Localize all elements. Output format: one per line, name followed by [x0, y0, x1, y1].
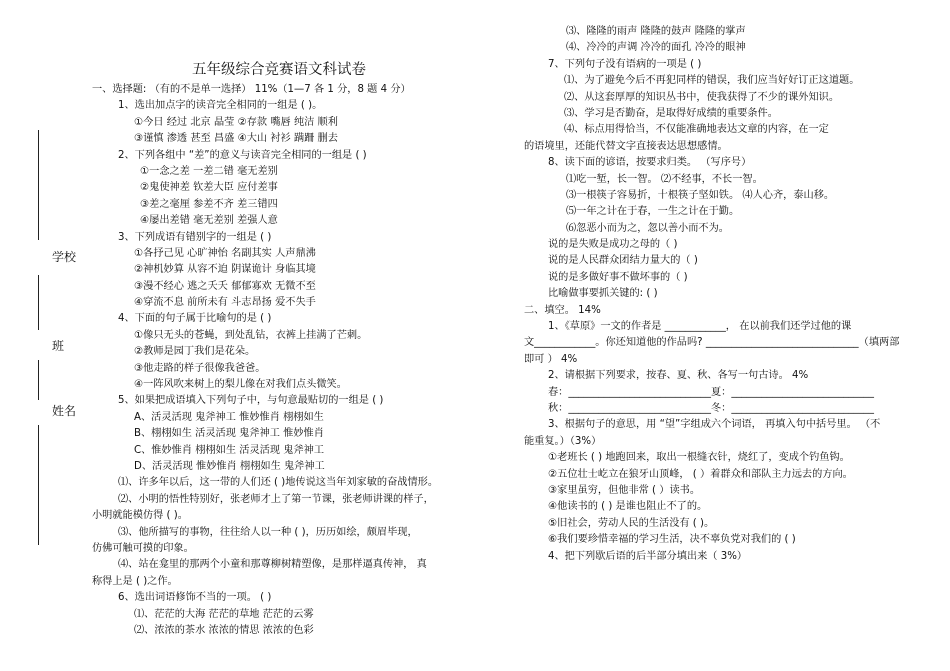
text-line: ④一阵风吹来树上的梨儿像在对我们点头微笑。 [134, 379, 347, 391]
text-line: 二、填空。 14% [524, 304, 601, 316]
text-line: ⑤旧社会，劳动人民的生活没有 ( )。 [548, 517, 715, 529]
text-line: ⑵、从这套厚厚的知识丛书中，使我获得了不少的课外知识。 [564, 91, 840, 103]
text-line: 秋：____________________________冬：____________________________ [548, 402, 874, 414]
text-line: 仿佛可触可摸的印象。 [92, 542, 194, 554]
text-line: ③他走路的样子很像我爸爸。 [134, 362, 266, 374]
text-line: ⑴、茫茫的大海 茫茫的草地 茫茫的云雾 [134, 608, 314, 620]
text-line: 4、把下列歇后语的后半部分填出来（ 3%） [548, 550, 748, 562]
text-line: ③差之毫厘 参差不齐 差三错四 [140, 198, 278, 210]
text-line: ⑶、隆隆的雨声 隆隆的鼓声 隆隆的掌声 [566, 26, 746, 37]
text-line: 2、下列各组中 “差”的意义与读音完全相同的一组是 ( ) [118, 149, 367, 161]
name-label: 姓名 [52, 404, 77, 418]
text-line: ⑹忽恶小而为之，忽以善小而不为。 [566, 222, 729, 234]
text-line: ②神机妙算 从容不迫 阴谋诡计 身临其境 [134, 264, 316, 276]
text-line: ⑴吃一堑，长一智。 ⑵不经事，不长一智。 [566, 173, 763, 185]
text-line: ②鬼使神差 钦差大臣 应付差事 [140, 182, 278, 194]
text-line: 说的是失败是成功之母的（ ) [548, 239, 678, 251]
text-line: 的语境里，还能代替文字直接表达思想感情。 [524, 140, 728, 152]
right-column [0, 24, 899, 565]
text-line: ①老班长 ( ) 地跑回来，取出一根缝衣针，烧红了，变成个钓鱼钩。 [548, 452, 850, 464]
text-line: ②五位壮士屹立在狼牙山顶峰， ( ）着群众和部队主力远去的方向。 [548, 468, 853, 480]
text-line: ⑴、为了避免今后不再犯同样的错误，我们应当好好订正这道题。 [564, 75, 860, 87]
text-line: ⑵、小明的悟性特别好，张老师才上了第一节课，张老师讲课的样子， [118, 493, 434, 505]
text-line: 说的是多做好事不做坏事的（ ) [548, 271, 688, 283]
text-line: A、活灵活现 鬼斧神工 惟妙惟肖 栩栩如生 [134, 411, 324, 423]
text-line: 即可 ） 4% [524, 353, 578, 365]
text-line: ①各抒己见 心旷神怡 名副其实 人声鼎沸 [134, 247, 316, 259]
text-line: ①像只无头的苍蝇，到处乱钻，衣裤上挂满了芒刺。 [134, 329, 368, 341]
text-line: ⑷、站在龛里的那两个小童和那尊柳树精塑像，是那样逼真传神， 真 [118, 559, 427, 571]
text-line: 5、如果把成语填入下列句子中，与句意最贴切的一组是 ( ) [118, 395, 384, 407]
text-line: ⑵、浓浓的茶水 浓浓的情思 浓浓的色彩 [134, 624, 314, 636]
text-line: ③漫不经心 逃之夭夭 郁郁寡欢 无微不至 [134, 280, 316, 292]
text-line: 一、选择题: （有的不是单一选择） 11%（1—7 各 1 分，8 题 4 分） [92, 84, 411, 95]
text-line: 1、选出加点字的读音完全相同的一组是 ( )。 [118, 100, 323, 112]
class-label: 班 [52, 339, 65, 353]
text-line: ⑶、学习是否勤奋，是取得好成绩的重要条件。 [564, 107, 778, 119]
text-line: ①一念之差 一差二错 毫无差别 [140, 165, 278, 177]
text-line: 比喻做事要抓关键的: ( ) [548, 288, 658, 300]
text-line: ③谨慎 渗透 甚至 昌盛 ④大山 衬衫 蹒跚 删去 [134, 133, 338, 145]
text-line: 能重复。）（3%） [524, 435, 602, 447]
text-line: ⑷、冷冷的声调 冷冷的面孔 冷冷的眼神 [566, 42, 746, 54]
text-line: 6、选出词语修饰不当的一项。 ( ) [118, 592, 272, 604]
text-line: D、活灵活现 惟妙惟肖 栩栩如生 鬼斧神工 [134, 460, 325, 472]
text-line: ④他读书的 ( ) 是谁也阻止不了的。 [548, 501, 708, 513]
text-line: 8、读下面的谚语，按要求归类。 （写序号） [548, 157, 752, 169]
school-label: 学校 [52, 250, 77, 264]
text-line: B、栩栩如生 活灵活现 鬼斧神工 惟妙惟肖 [134, 428, 324, 440]
text-line: ④屡出差错 毫无差别 差强人意 [140, 215, 278, 227]
text-line: 春：____________________________夏：____________________________ [548, 386, 874, 398]
text-line: 3、根据句子的意思，用 “望”字组成六个词语， 再填入句中括号里。 （不 [548, 419, 881, 431]
text-line: 7、下列句子没有语病的一项是 ( ) [548, 58, 702, 70]
text-line: 4、下面的句子属于比喻句的是 ( ) [118, 313, 272, 325]
exam-title: 五年级综合竞赛语文科试卷 [192, 62, 366, 78]
text-line: 1、《草原》一文的作者是 ____________， 在以前我们还学过他的课 [548, 321, 852, 333]
text-line: 文____________。你还知道他的作品吗? ______________________________（填两部 [524, 337, 900, 349]
text-line: 2、请根据下列要求，按春、夏、秋、各写一句古诗。 4% [548, 370, 809, 382]
text-line: ④穿流不息 前所未有 斗志昂扬 爱不失手 [134, 297, 316, 309]
text-line: 说的是人民群众团结力量大的（ ) [548, 255, 698, 267]
text-line: ⑶一根筷子容易折，十根筷子坚如铁。 ⑷人心齐，泰山移。 [566, 189, 835, 201]
text-line: 称得上是 ( )之作。 [92, 575, 178, 587]
text-line: ②教师是园丁我们是花朵。 [134, 346, 256, 358]
text-line: C、惟妙惟肖 栩栩如生 活灵活现 鬼斧神工 [134, 444, 325, 456]
text-line: 3、下列成语有错别字的一组是 ( ) [118, 231, 272, 243]
text-line: ①今日 经过 北京 晶莹 ②存款 嘴唇 纯洁 顺利 [134, 116, 338, 128]
text-line: ③家里虽穷，但他非常 ( ）读书。 [548, 484, 701, 496]
text-line: ⑸一年之计在于春，一生之计在于勤。 [566, 206, 740, 218]
text-line: ⑷、标点用得恰当，不仅能准确地表达文章的内容，在一定 [564, 124, 829, 136]
text-line: ⑶、他所描写的事物，往往给人以一种 ( )，历历如绘，颇眉毕现， [118, 526, 418, 538]
text-line: ⑥我们要珍惜幸福的学习生活，决不辜负党对我们的 ( ) [548, 534, 796, 546]
text-line: 小明就能模仿得 ( )。 [92, 510, 188, 522]
text-line: ⑴、许多年以后，这一带的人们还 ( )地传说这当年刘家敏的奋战情形。 [118, 477, 439, 489]
